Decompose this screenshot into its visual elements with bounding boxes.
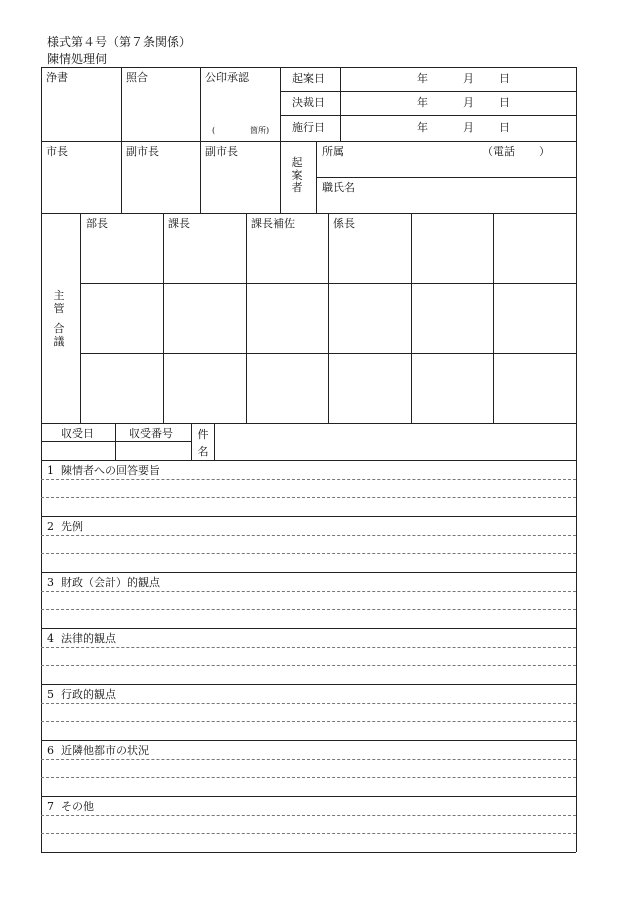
- section-title: 近隣他都市の状況: [61, 744, 149, 757]
- collation-label: 照合: [126, 71, 148, 84]
- divider: [41, 684, 576, 685]
- writing-line: [41, 665, 576, 666]
- section-number: 5: [47, 688, 54, 701]
- divider: [328, 213, 329, 423]
- document-title: 陳情処理伺: [47, 52, 108, 66]
- divider: [280, 115, 576, 116]
- seal-count-unit: 箇所): [250, 126, 270, 135]
- day-unit: 日: [499, 72, 510, 85]
- draft-date-label: 起案日: [292, 72, 325, 85]
- divider: [41, 572, 576, 573]
- phone-close: ）: [539, 145, 550, 158]
- writing-line: [41, 591, 576, 592]
- section-neighboring-cities: [47, 745, 149, 756]
- day-unit: 日: [499, 96, 510, 109]
- section-number: 4: [47, 632, 54, 645]
- writing-line: [41, 721, 576, 722]
- writing-line: [41, 777, 576, 778]
- vice-mayor-label: 副市長: [126, 145, 159, 158]
- month-unit: 月: [463, 72, 474, 85]
- writing-line: [41, 535, 576, 536]
- month-unit: 月: [463, 121, 474, 134]
- responsible-label: 主管: [53, 289, 65, 315]
- divider: [80, 353, 576, 354]
- subsection-chief-label: 係長: [333, 217, 355, 230]
- seal-approval-label: 公印承認: [205, 71, 249, 84]
- divider: [214, 423, 215, 460]
- divider: [493, 213, 494, 423]
- phone-label: （電話: [482, 145, 515, 158]
- divider: [191, 423, 192, 460]
- department-label: 所属: [322, 145, 344, 158]
- year-unit: 年: [417, 72, 428, 85]
- divider: [316, 177, 576, 178]
- subject-label: 件名: [197, 428, 209, 459]
- divider: [80, 283, 576, 284]
- divider: [41, 516, 576, 517]
- writing-line: [41, 479, 576, 480]
- divider: [411, 213, 412, 423]
- drafter-label: 起案者: [291, 156, 303, 195]
- section-title: 法律的観点: [61, 632, 116, 645]
- receipt-date-label: 収受日: [61, 427, 94, 440]
- section-administrative: [47, 689, 116, 700]
- position-name-label: 職氏名: [322, 181, 355, 194]
- divider: [280, 67, 281, 213]
- vice-mayor-label: 副市長: [205, 145, 238, 158]
- divider: [121, 67, 122, 213]
- section-title: 先例: [61, 520, 83, 533]
- section-legal: [47, 633, 116, 644]
- divider: [200, 67, 201, 213]
- section-title: 財政（会計）的観点: [61, 576, 160, 589]
- section-other: [47, 801, 94, 812]
- writing-line: [41, 833, 576, 834]
- divider: [246, 213, 247, 423]
- divider: [280, 91, 576, 92]
- border-right: [576, 67, 577, 852]
- section-precedent: [47, 521, 83, 532]
- section-title: その他: [61, 800, 94, 813]
- section-title: 陳情者への回答要旨: [61, 464, 160, 477]
- department-head-label: 部長: [86, 217, 108, 230]
- divider: [41, 796, 576, 797]
- seal-count-open: (: [212, 126, 216, 135]
- section-number: 7: [47, 800, 54, 813]
- divider: [41, 740, 576, 741]
- divider: [41, 423, 576, 424]
- month-unit: 月: [463, 96, 474, 109]
- mayor-label: 市長: [46, 145, 68, 158]
- fair-copy-label: 浄書: [46, 71, 68, 84]
- year-unit: 年: [417, 121, 428, 134]
- receipt-number-label: 収受番号: [129, 427, 173, 440]
- divider: [41, 441, 191, 442]
- section-answer-summary: [47, 465, 160, 476]
- section-number: 2: [47, 520, 54, 533]
- section-number: 6: [47, 744, 54, 757]
- year-unit: 年: [417, 96, 428, 109]
- writing-line: [41, 815, 576, 816]
- section-financial: [47, 577, 160, 588]
- writing-line: [41, 647, 576, 648]
- divider: [80, 213, 81, 423]
- form-number: 様式第４号（第７条関係）: [47, 35, 192, 49]
- writing-line: [41, 497, 576, 498]
- divider: [163, 213, 164, 423]
- consultation-label: 合議: [53, 322, 65, 348]
- divider: [115, 423, 116, 460]
- divider: [41, 628, 576, 629]
- day-unit: 日: [499, 121, 510, 134]
- divider: [41, 213, 576, 214]
- writing-line: [41, 759, 576, 760]
- section-number: 3: [47, 576, 54, 589]
- writing-line: [41, 609, 576, 610]
- section-number: 1: [47, 464, 54, 477]
- section-chief-label: 課長: [168, 217, 190, 230]
- assistant-section-chief-label: 課長補佐: [251, 217, 295, 230]
- divider: [41, 460, 576, 461]
- section-title: 行政的観点: [61, 688, 116, 701]
- decision-date-label: 決裁日: [292, 96, 325, 109]
- divider: [316, 141, 317, 213]
- enforcement-date-label: 施行日: [292, 121, 325, 134]
- border-bottom: [41, 852, 576, 853]
- writing-line: [41, 553, 576, 554]
- writing-line: [41, 703, 576, 704]
- divider: [340, 67, 341, 141]
